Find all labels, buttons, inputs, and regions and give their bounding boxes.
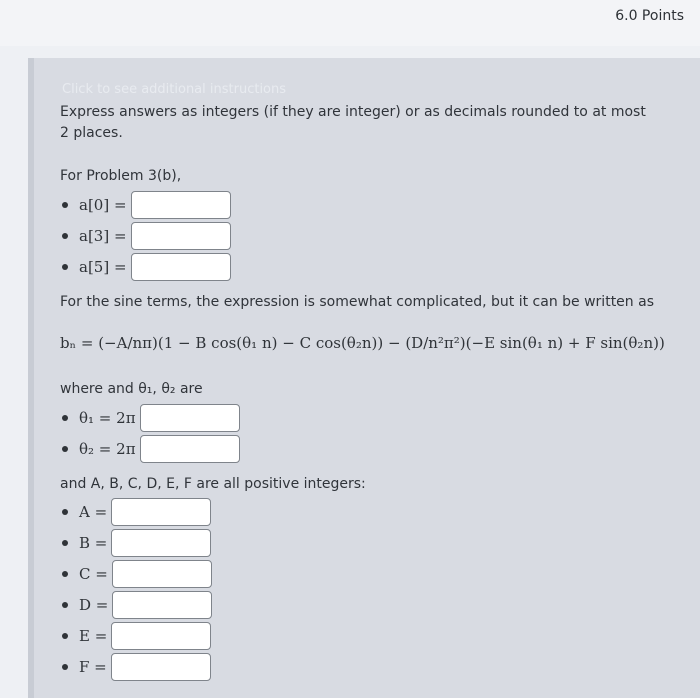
problem-label: For Problem 3(b), <box>60 168 182 184</box>
bullet-icon <box>62 664 68 670</box>
list-item <box>62 498 211 526</box>
f-label: F = <box>79 658 107 676</box>
a5-label: a[5] = <box>79 258 127 276</box>
a3-label: a[3] = <box>79 227 127 245</box>
a0-label: a[0] = <box>79 196 127 214</box>
e-label: E = <box>79 627 108 645</box>
points-label: 6.0 Points <box>615 8 684 24</box>
list-item <box>62 622 211 650</box>
theta1-label: θ₁ = 2π <box>79 409 136 427</box>
bullet-icon <box>62 415 68 421</box>
list-item <box>62 591 212 619</box>
list-item <box>62 253 231 281</box>
a0-input[interactable] <box>131 191 231 219</box>
d-input[interactable] <box>112 591 212 619</box>
question-panel <box>28 58 700 698</box>
bullet-icon <box>62 571 68 577</box>
f-input[interactable] <box>111 653 211 681</box>
where-text: where and θ₁, θ₂ are <box>60 381 203 397</box>
and-text: and A, B, C, D, E, F are all positive integers: <box>60 476 366 492</box>
theta2-input[interactable] <box>140 435 240 463</box>
d-label: D = <box>79 596 109 614</box>
bullet-icon <box>62 202 68 208</box>
list-item <box>62 404 240 432</box>
top-bar <box>0 0 700 46</box>
bullet-icon <box>62 602 68 608</box>
bullet-icon <box>62 446 68 452</box>
intro-text: Express answers as integers (if they are integer) or as decimals rounded to at most 2 places. <box>60 104 646 141</box>
b-input[interactable] <box>111 529 211 557</box>
list-item <box>62 222 231 250</box>
sine-terms-text: For the sine terms, the expression is somewhat complicated, but it can be written as <box>60 294 654 310</box>
a5-input[interactable] <box>131 253 231 281</box>
list-item <box>62 560 212 588</box>
bullet-icon <box>62 264 68 270</box>
c-input[interactable] <box>112 560 212 588</box>
b-label: B = <box>79 534 108 552</box>
list-item <box>62 529 211 557</box>
a3-input[interactable] <box>131 222 231 250</box>
bullet-icon <box>62 540 68 546</box>
a-label: A = <box>79 503 108 521</box>
list-item <box>62 653 211 681</box>
bn-formula: bₙ = (−A/nπ)(1 − B cos(θ₁ n) − C cos(θ₂n)) − (D/n²π²)(−E sin(θ₁ n) + F sin(θ₂n)) <box>60 334 665 352</box>
bullet-icon <box>62 233 68 239</box>
a-input[interactable] <box>111 498 211 526</box>
list-item <box>62 435 240 463</box>
list-item <box>62 191 231 219</box>
theta2-label: θ₂ = 2π <box>79 440 136 458</box>
bullet-icon <box>62 509 68 515</box>
additional-instructions-link[interactable]: Click to see additional instructions <box>62 82 287 97</box>
bullet-icon <box>62 633 68 639</box>
theta1-input[interactable] <box>140 404 240 432</box>
c-label: C = <box>79 565 108 583</box>
e-input[interactable] <box>111 622 211 650</box>
